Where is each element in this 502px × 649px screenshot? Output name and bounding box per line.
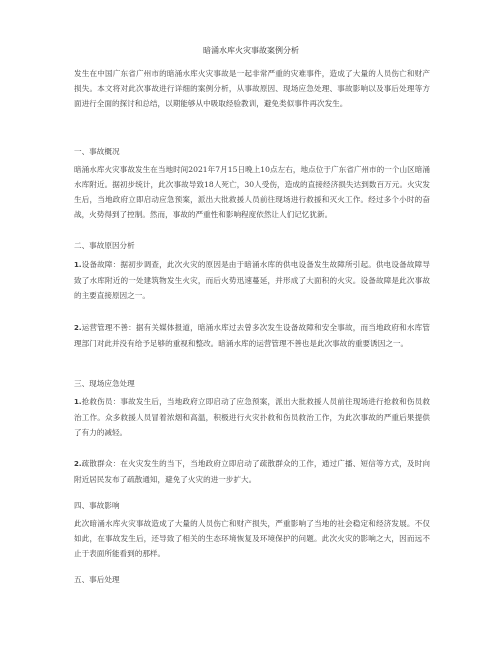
emergency-item-1-number: 1.	[74, 398, 82, 406]
cause-item-1	[74, 257, 430, 303]
section-heading-aftermath: 五、事后处理	[74, 575, 120, 584]
section-heading-causes: 二、事故原因分析	[74, 241, 135, 250]
emergency-item-2	[74, 456, 430, 487]
emergency-item-1	[74, 394, 430, 440]
section-heading-emergency: 三、现场应急处理	[74, 379, 135, 388]
cause-item-1-text: 设备故障：据初步调查，此次火灾的原因是由于暗涌水库的供电设备发生故障所引起。供电设备故障导致了水库附近的一处建筑物发生火灾，而后火势迅速蔓延，并形成了大面积的火灾。设备故障是此次事故的主要直接原因之一。	[74, 260, 430, 300]
document-title: 暗涌水库火灾事故案例分析	[203, 46, 299, 55]
overview-paragraph: 暗涌水库火灾事故发生在当地时间2021年7月15日晚上10点左右，地点位于广东省广州市的一个山区暗涌水库附近。据初步统计，此次事故导致18人死亡，30人受伤，造成的直接经济损失达到数百万元。火灾发生后，当地政府立即启动应急预案，派出大批救援人员前往现场进行救援和灭火工作。经过多个小时的奋战，火势得到了控制。然而，事故的严重性和影响程度依然让人们记忆犹新。	[74, 165, 430, 219]
emergency-item-1-text: 抢救伤员：事故发生后，当地政府立即启动了应急预案，派出大批救援人员前往现场进行抢救和伤员救治工作。众多救援人员冒着浓烟和高温，积极进行火灾扑救和伤员救治工作，为此次事故的严重后果提供了有力的减轻。	[74, 397, 430, 437]
section-heading-overview: 一、事故概况	[74, 147, 120, 156]
cause-item-2	[74, 320, 430, 351]
emergency-item-2-text: 疏散群众：在火灾发生的当下，当地政府立即启动了疏散群众的工作，通过广播、短信等方式，及时向附近居民发布了疏散通知，避免了火灾的进一步扩大。	[74, 459, 430, 484]
cause-item-2-number: 2.	[74, 324, 82, 332]
impact-paragraph: 此次暗涌水库火灾事故造成了大量的人员伤亡和财产损失，严重影响了当地的社会稳定和经济发展。不仅如此，在事故发生后，还导致了相关的生态环境恢复及环境保护的问题。此次火灾的影响之大，因而远不止于表面所能看到的那样。	[74, 519, 430, 558]
intro-paragraph: 发生在中国广东省广州市的暗涌水库火灾事故是一起非常严重的灾难事件，造成了大量的人员伤亡和财产损失。本文将对此次事故进行详细的案例分析，从事故原因、现场应急处理、事故影响以及事后处理等方面进行全面的探讨和总结，以期能够从中吸取经验教训，避免类似事件再次发生。	[74, 69, 430, 108]
cause-item-2-text: 运营管理不善：据有关媒体报道，暗涌水库过去曾多次发生设备故障和安全事故，而当地政府和水库管理部门对此并没有给予足够的重视和整改。暗涌水库的运营管理不善也是此次事故的重要诱因之一。	[74, 323, 430, 348]
cause-item-1-number: 1.	[74, 261, 82, 269]
emergency-item-2-number: 2.	[74, 460, 82, 468]
section-heading-impact: 四、事故影响	[74, 501, 120, 510]
